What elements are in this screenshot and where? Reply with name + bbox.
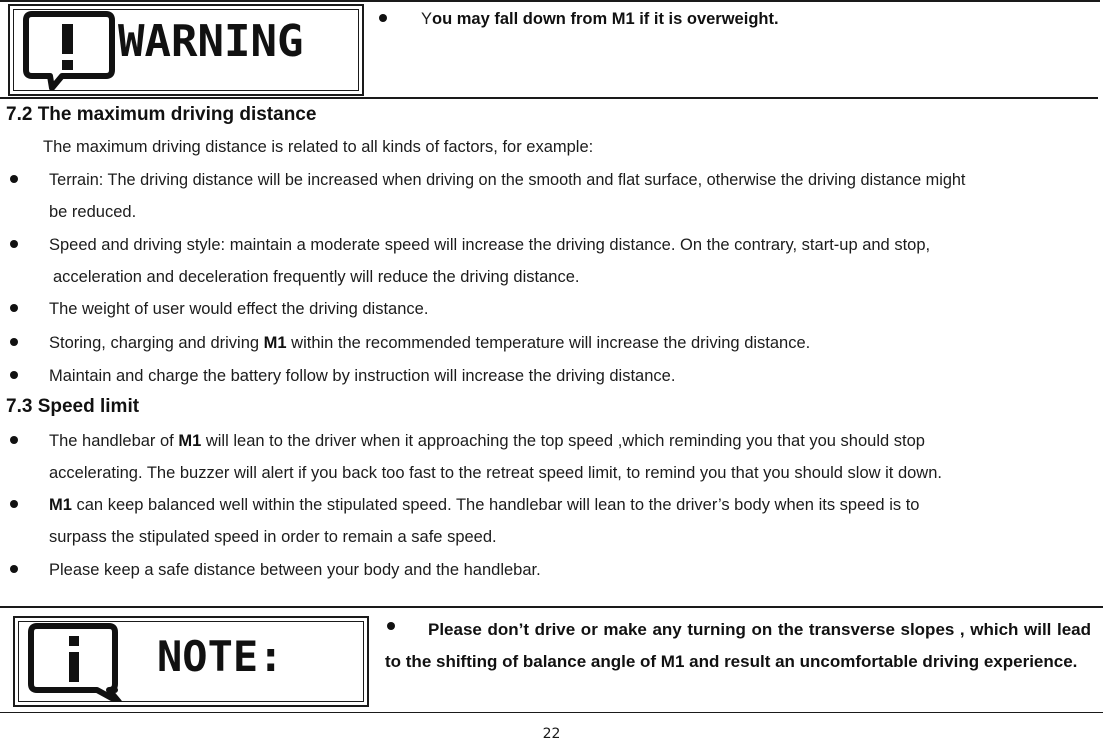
note-label: NOTE: [157,632,284,681]
bullet-dot [10,436,18,444]
speed-style-line-1: Speed and driving style: maintain a moderate speed will increase the driving distance. On the contrary, start-up and stop, [49,236,931,254]
speed-style-line-2: acceleration and deceleration frequently will reduce the driving distance. [53,268,580,286]
storing-line: Storing, charging and driving M1 within the recommended temperature will increase the driving distance. [49,334,811,352]
bullet-dot [10,304,18,312]
section-7-2-heading: 7.2 The maximum driving distance [6,104,317,125]
info-speech-bubble-icon [27,622,123,702]
bullet-dot [10,240,18,248]
warning-bullet-dot [379,14,387,22]
warning-label: WARNING [118,16,304,67]
bullet-dot [10,565,18,573]
safe-distance-line: Please keep a safe distance between your body and the handlebar. [49,561,541,579]
warning-text: You may fall down from M1 if it is overweight. [421,10,779,28]
top-rule [0,0,1100,2]
bullet-dot [10,371,18,379]
note-text: Please don’t drive or make any turning on the transverse slopes , which will lead to the shifting of balance angle of M1 and result an uncomfortable driving experience. [385,620,1091,671]
page-number: 22 [542,726,561,742]
bullet-dot [10,338,18,346]
terrain-line-1: Terrain: The driving distance will be increased when driving on the smooth and flat surface, otherwise the driving distance might [49,171,966,189]
bullet-dot [10,500,18,508]
handlebar-line-2: accelerating. The buzzer will alert if you back too fast to the retreat speed limit, to remind you that you should slow it down. [49,464,942,482]
balanced-line-1: M1 can keep balanced well within the stipulated speed. The handlebar will lean to the driver’s body when its speed is to [49,496,920,514]
footer-rule [0,712,1103,713]
maintain-line: Maintain and charge the battery follow by instruction will increase the driving distance. [49,367,676,385]
balanced-line-2: surpass the stipulated speed in order to remain a safe speed. [49,528,497,546]
section-7-3-heading: 7.3 Speed limit [6,396,140,417]
bullet-dot [10,175,18,183]
warning-badge [8,4,364,96]
exclamation-speech-bubble-icon [22,10,116,90]
section-7-2-intro: The maximum driving distance is related to all kinds of factors, for example: [43,138,594,156]
note-badge [13,616,369,707]
note-top-rule [0,606,1103,608]
handlebar-line-1: The handlebar of M1 will lean to the driver when it approaching the top speed ,which reminding you that you should stop [49,432,925,450]
weight-line: The weight of user would effect the driving distance. [49,300,429,318]
terrain-line-2: be reduced. [49,203,137,221]
warning-rule [0,97,1098,99]
